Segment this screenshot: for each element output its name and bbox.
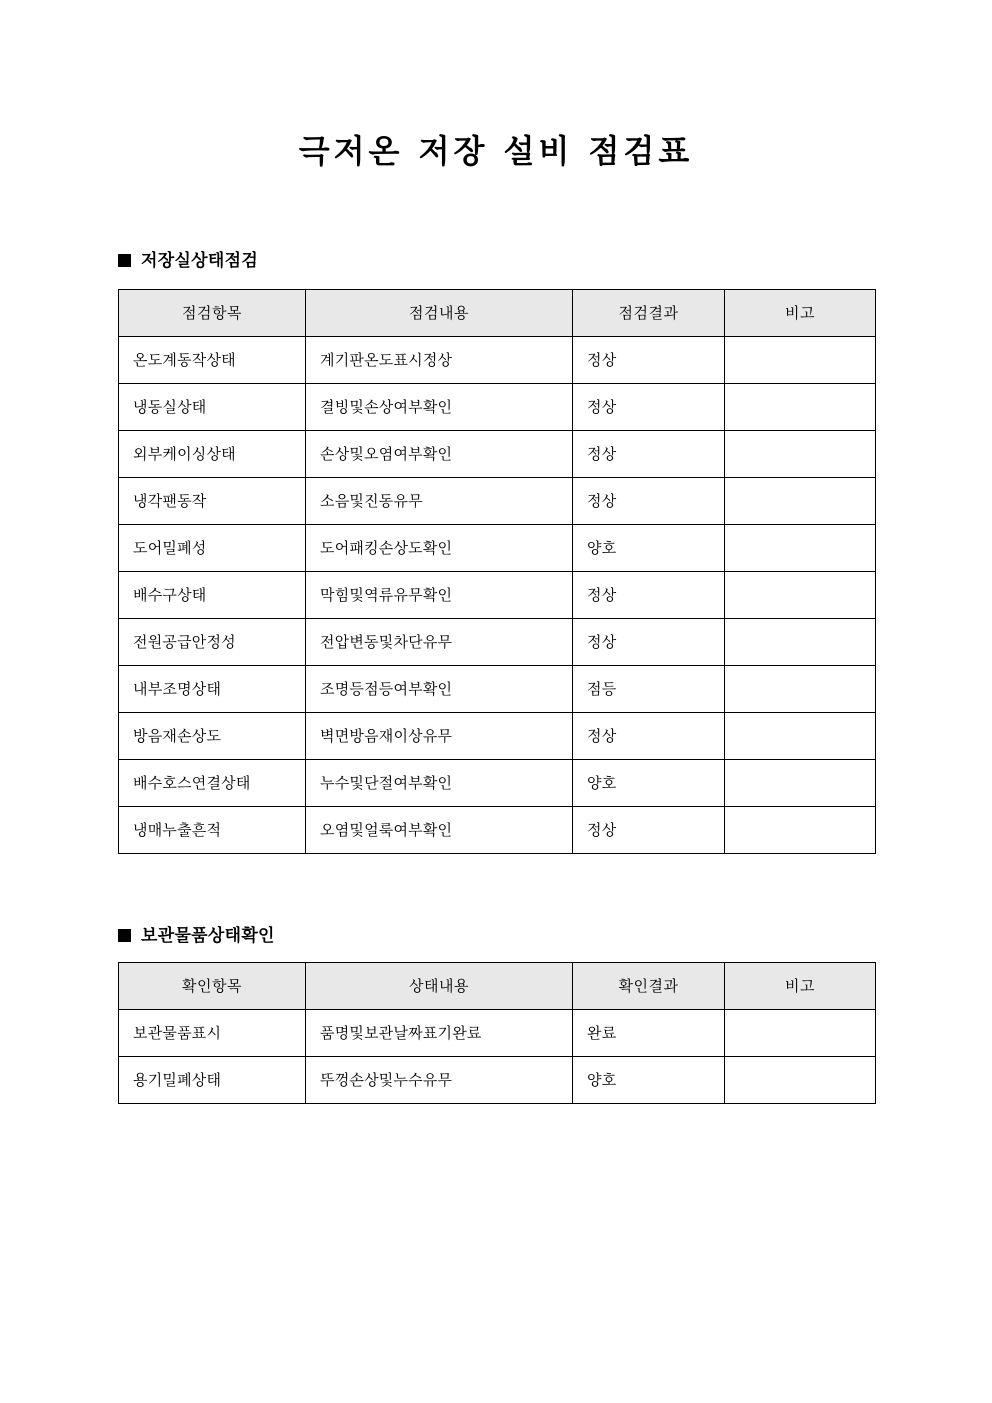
cell-item: 온도계동작상태 (119, 337, 306, 384)
cell-item: 방음재손상도 (119, 713, 306, 760)
cell-result: 정상 (573, 337, 725, 384)
cell-note[interactable] (725, 431, 876, 478)
cell-detail: 품명및보관날짜표기완료 (306, 1010, 573, 1057)
table-row (119, 760, 876, 807)
cell-result: 완료 (573, 1010, 725, 1057)
cell-detail: 조명등점등여부확인 (306, 666, 573, 713)
cell-result: 정상 (573, 384, 725, 431)
cell-result: 정상 (573, 619, 725, 666)
cell-detail: 오염및얼룩여부확인 (306, 807, 573, 854)
cell-detail: 전압변동및차단유무 (306, 619, 573, 666)
cell-note[interactable] (725, 760, 876, 807)
storage-room-inspection-table (118, 289, 876, 854)
cell-note[interactable] (725, 713, 876, 760)
cell-detail: 손상및오염여부확인 (306, 431, 573, 478)
cell-note[interactable] (725, 337, 876, 384)
table-header-row (119, 963, 876, 1010)
table-header (119, 290, 876, 337)
cell-detail: 누수및단절여부확인 (306, 760, 573, 807)
cell-result: 양호 (573, 525, 725, 572)
section-heading-stored-goods (118, 925, 275, 947)
column-header-item: 점검항목 (119, 290, 306, 337)
section-heading-storage-room (118, 250, 258, 272)
table-row (119, 478, 876, 525)
cell-note[interactable] (725, 572, 876, 619)
square-bullet-icon (118, 254, 131, 267)
section-heading-label: 저장실상태점검 (141, 251, 259, 271)
cell-item: 도어밀폐성 (119, 525, 306, 572)
table-body (119, 337, 876, 854)
table-row (119, 337, 876, 384)
column-header-note: 비고 (725, 290, 876, 337)
table-body (119, 1010, 876, 1104)
page-title: 극저온 저장 설비 점검표 (298, 132, 694, 170)
table-row (119, 431, 876, 478)
cell-result: 점등 (573, 666, 725, 713)
cell-item: 용기밀폐상태 (119, 1057, 306, 1104)
cell-item: 냉매누출흔적 (119, 807, 306, 854)
section-heading-label: 보관물품상태확인 (141, 926, 275, 946)
column-header-result: 확인결과 (573, 963, 725, 1010)
cell-result: 정상 (573, 807, 725, 854)
cell-note[interactable] (725, 525, 876, 572)
cell-item: 배수호스연결상태 (119, 760, 306, 807)
cell-note[interactable] (725, 666, 876, 713)
column-header-note: 비고 (725, 963, 876, 1010)
cell-result: 정상 (573, 572, 725, 619)
square-bullet-icon (118, 929, 131, 942)
cell-detail: 소음및진동유무 (306, 478, 573, 525)
cell-result: 정상 (573, 478, 725, 525)
column-header-item: 확인항목 (119, 963, 306, 1010)
cell-item: 냉각팬동작 (119, 478, 306, 525)
table-row (119, 525, 876, 572)
column-header-result: 점검결과 (573, 290, 725, 337)
cell-result: 양호 (573, 1057, 725, 1104)
stored-goods-inspection-table (118, 962, 876, 1104)
cell-result: 정상 (573, 431, 725, 478)
table-row (119, 713, 876, 760)
cell-detail: 계기판온도표시정상 (306, 337, 573, 384)
cell-result: 정상 (573, 713, 725, 760)
cell-item: 냉동실상태 (119, 384, 306, 431)
column-header-detail: 점검내용 (306, 290, 573, 337)
cell-detail: 도어패킹손상도확인 (306, 525, 573, 572)
table-row (119, 1010, 876, 1057)
cell-detail: 벽면방음재이상유무 (306, 713, 573, 760)
table-row (119, 1057, 876, 1104)
cell-note[interactable] (725, 1057, 876, 1104)
cell-note[interactable] (725, 619, 876, 666)
cell-detail: 결빙및손상여부확인 (306, 384, 573, 431)
table-row (119, 572, 876, 619)
column-header-detail: 상태내용 (306, 963, 573, 1010)
cell-note[interactable] (725, 1010, 876, 1057)
cell-item: 배수구상태 (119, 572, 306, 619)
table-row (119, 807, 876, 854)
cell-item: 전원공급안정성 (119, 619, 306, 666)
cell-item: 보관물품표시 (119, 1010, 306, 1057)
table-header (119, 963, 876, 1010)
cell-note[interactable] (725, 478, 876, 525)
table-header-row (119, 290, 876, 337)
cell-note[interactable] (725, 807, 876, 854)
cell-detail: 막힘및역류유무확인 (306, 572, 573, 619)
cell-item: 내부조명상태 (119, 666, 306, 713)
table-row (119, 384, 876, 431)
cell-note[interactable] (725, 384, 876, 431)
table-row (119, 619, 876, 666)
cell-item: 외부케이싱상태 (119, 431, 306, 478)
cell-result: 양호 (573, 760, 725, 807)
table-row (119, 666, 876, 713)
cell-detail: 뚜껑손상및누수유무 (306, 1057, 573, 1104)
